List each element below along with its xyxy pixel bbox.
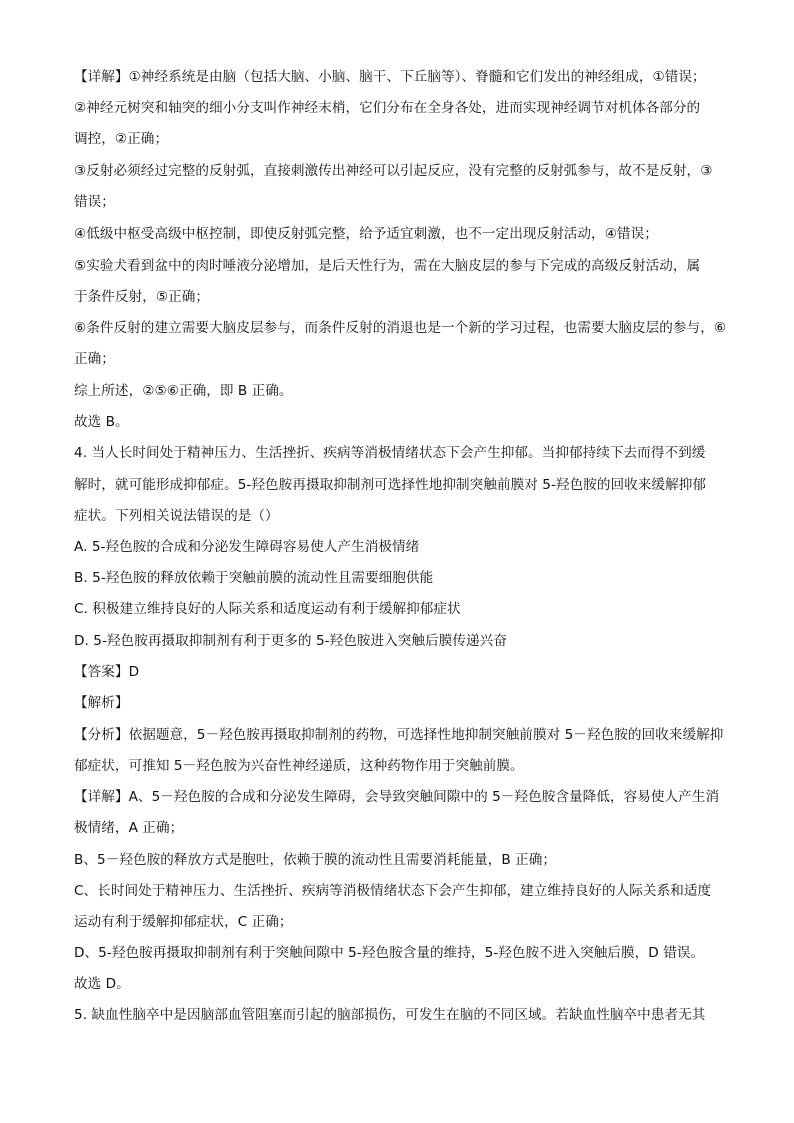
text-line: 错误； [74, 194, 115, 210]
question-5-stem: 5. 缺血性脑卒中是因脑部血管阻塞而引起的脑部损伤，可发生在脑的不同区域。若缺血性脑卒中患者无其 [74, 1007, 706, 1023]
text-line: 郁症状，可推知 5－羟色胺为兴奋性神经递质，这种药物作用于突触前膜。 [74, 758, 524, 774]
text-line: 综上所述，②⑤⑥正确，即 B 正确。 [74, 383, 293, 399]
text-line: 于条件反射，⑤正确； [74, 289, 210, 305]
option-b: B. 5-羟色胺的释放依赖于突触前膜的流动性且需要细胞供能 [74, 570, 434, 586]
option-a: A. 5-羟色胺的合成和分泌发生障碍容易使人产生消极情绪 [74, 539, 420, 555]
option-c: C. 积极建立维持良好的人际关系和适度运动有利于缓解抑郁症状 [74, 601, 461, 617]
question-4-stem: 4. 当人长时间处于精神压力、生活挫折、疾病等消极情绪状态下会产生抑郁。当抑郁持续下去而得不到缓 [74, 445, 706, 461]
text-line: B、5－羟色胺的释放方式是胞吐，依赖于膜的流动性且需要消耗能量，B 正确； [74, 852, 557, 868]
text-line: 【分析】依据题意，5－羟色胺再摄取抑制剂的药物，可选择性地抑制突触前膜对 5－羟色胺的回收来缓解抑 [74, 727, 724, 743]
text-line: 故选 D。 [74, 976, 130, 992]
text-line: 调控，②正确； [74, 131, 169, 147]
question-4-stem: 症状。下列相关说法错误的是（） [74, 508, 279, 524]
text-line: ⑥条件反射的建立需要大脑皮层参与，而条件反射的消退也是一个新的学习过程，也需要大脑皮层的参与，⑥ [74, 320, 727, 336]
text-line: 【详解】A、5－羟色胺的合成和分泌发生障碍，会导致突触间隙中的 5－羟色胺含量降低，容易使人产生消 [74, 789, 720, 805]
analysis-heading: 【解析】 [74, 695, 129, 711]
question-4-stem: 解时，就可能形成抑郁症。5-羟色胺再摄取抑制剂可选择性地抑制突触前膜对 5-羟色胺的回收来缓解抑郁 [74, 477, 706, 493]
answer-line: 【答案】D [74, 664, 140, 680]
text-line: D、5-羟色胺再摄取抑制剂有利于突触间隙中 5-羟色胺含量的维持，5-羟色胺不进入突触后膜，D 错误。 [74, 945, 705, 961]
text-line: 故选 B。 [74, 414, 129, 430]
text-line: ③反射必须经过完整的反射弧，直接刺激传出神经可以引起反应，没有完整的反射弧参与，故不是反射，③ [74, 163, 713, 179]
text-line: ④低级中枢受高级中枢控制，即使反射弧完整，给予适宜刺激，也不一定出现反射活动，④错误； [74, 226, 658, 242]
text-line: 【详解】①神经系统是由脑（包括大脑、小脑、脑干、下丘脑等）、脊髓和它们发出的神经组成，①错误； [74, 69, 706, 85]
text-line: ⑤实验犬看到盆中的肉时唾液分泌增加，是后天性行为，需在大脑皮层的参与下完成的高级反射活动，属 [74, 258, 701, 274]
text-line: 极情绪，A 正确； [74, 820, 184, 836]
option-d: D. 5-羟色胺再摄取抑制剂有利于更多的 5-羟色胺进入突触后膜传递兴奋 [74, 633, 507, 649]
text-line: 正确； [74, 351, 115, 367]
text-line: C、长时间处于精神压力、生活挫折、疾病等消极情绪状态下会产生抑郁，建立维持良好的人际关系和适度 [74, 883, 712, 899]
text-line: 运动有利于缓解抑郁症状，C 正确； [74, 914, 293, 930]
text-line: ②神经元树突和轴突的细小分支叫作神经末梢，它们分布在全身各处，进而实现神经调节对机体各部分的 [74, 100, 701, 116]
